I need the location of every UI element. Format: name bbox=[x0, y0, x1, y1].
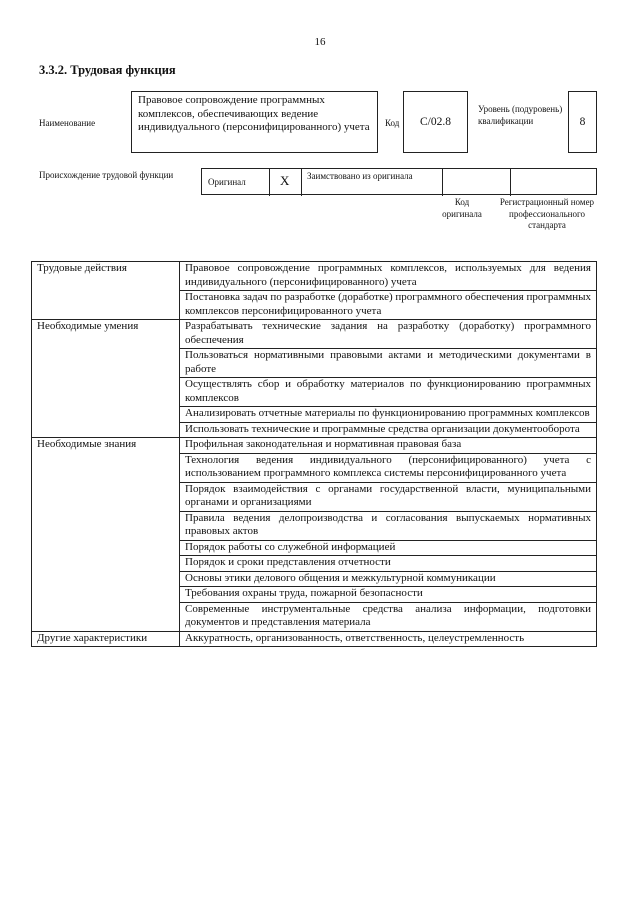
table-row bbox=[32, 438, 597, 454]
function-details-table bbox=[31, 261, 597, 647]
knowledge-item: Правила ведения делопроизводства и согласования выпускаемых нормативных правовых актов bbox=[180, 511, 597, 540]
caption-registration-number: Регистрационный номер профессионального стандарта bbox=[499, 197, 595, 230]
level-label-text: Уровень (подуровень) квалификации bbox=[478, 104, 563, 126]
registration-number-cell bbox=[511, 169, 598, 196]
other-characteristic-item: Аккуратность, организованность, ответственность, целеустремленность bbox=[180, 631, 597, 647]
section-title: 3.3.2. Трудовая функция bbox=[39, 63, 176, 77]
original-mark-cell bbox=[270, 169, 302, 196]
knowledge-item: Основы этики делового общения и межкультурной коммуникации bbox=[180, 571, 597, 587]
origin-label: Происхождение трудовой функции bbox=[39, 170, 174, 180]
labor-action-category-label: Трудовые действия bbox=[32, 262, 180, 320]
code-value: С/02.8 bbox=[403, 91, 468, 153]
original-code-cell bbox=[443, 169, 511, 196]
level-value: 8 bbox=[568, 91, 597, 153]
page-number: 16 bbox=[314, 36, 326, 48]
borrowed-cell bbox=[302, 169, 443, 196]
labor-action-item: Правовое сопровождение программных комплексов, используемых для ведения индивидуального (персонифицированного) учета bbox=[180, 262, 597, 291]
knowledge-item: Профильная законодательная и нормативная правовая база bbox=[180, 438, 597, 454]
skill-category-label: Необходимые умения bbox=[32, 320, 180, 438]
labor-action-item: Постановка задач по разработке (доработке) программного обеспечения программных комплексов персонифицированного учета bbox=[180, 291, 597, 320]
code-label: Код bbox=[385, 118, 400, 128]
skill-item: Разрабатывать технические задания на разработку (доработку) программного обеспечения bbox=[180, 320, 597, 349]
table-row bbox=[32, 262, 597, 291]
skill-item: Использовать технические и программные средства организации документооборота bbox=[180, 422, 597, 438]
knowledge-item: Порядок и сроки представления отчетности bbox=[180, 556, 597, 572]
knowledge-item: Порядок взаимодействия с органами государственной власти, муниципальными органами и организациями bbox=[180, 482, 597, 511]
other-characteristic-category-label: Другие характеристики bbox=[32, 631, 180, 647]
original-cell bbox=[202, 169, 270, 196]
knowledge-item: Порядок работы со служебной информацией bbox=[180, 540, 597, 556]
skill-item: Анализировать отчетные материалы по функционированию программных комплексов bbox=[180, 407, 597, 423]
knowledge-item: Требования охраны труда, пожарной безопасности bbox=[180, 587, 597, 603]
knowledge-category-label: Необходимые знания bbox=[32, 438, 180, 632]
skill-item: Пользоваться нормативными правовыми актами и методическими документами в работе bbox=[180, 349, 597, 378]
borrowed-label: Заимствовано из оригинала bbox=[307, 171, 413, 181]
table-row bbox=[32, 320, 597, 349]
table-row bbox=[32, 631, 597, 647]
caption-original-code-text: Код оригинала bbox=[442, 197, 482, 219]
name-value: Правовое сопровождение программных комплексов, обеспечивающих ведение индивидуального (персонифицированного) учета bbox=[131, 91, 378, 153]
knowledge-item: Технология ведения индивидуального (персонифицированного) учета с использованием программного комплекса системы персонифицированного учета bbox=[180, 453, 597, 482]
original-mark: X bbox=[280, 173, 290, 188]
name-label: Наименование bbox=[39, 118, 96, 128]
knowledge-item: Современные инструментальные средства анализа информации, подготовки документов и представления материала bbox=[180, 602, 597, 631]
level-label bbox=[478, 104, 564, 127]
original-label: Оригинал bbox=[208, 177, 246, 187]
origin-table bbox=[201, 168, 597, 195]
skill-item: Осуществлять сбор и обработку материалов по функционированию программных комплексов bbox=[180, 378, 597, 407]
